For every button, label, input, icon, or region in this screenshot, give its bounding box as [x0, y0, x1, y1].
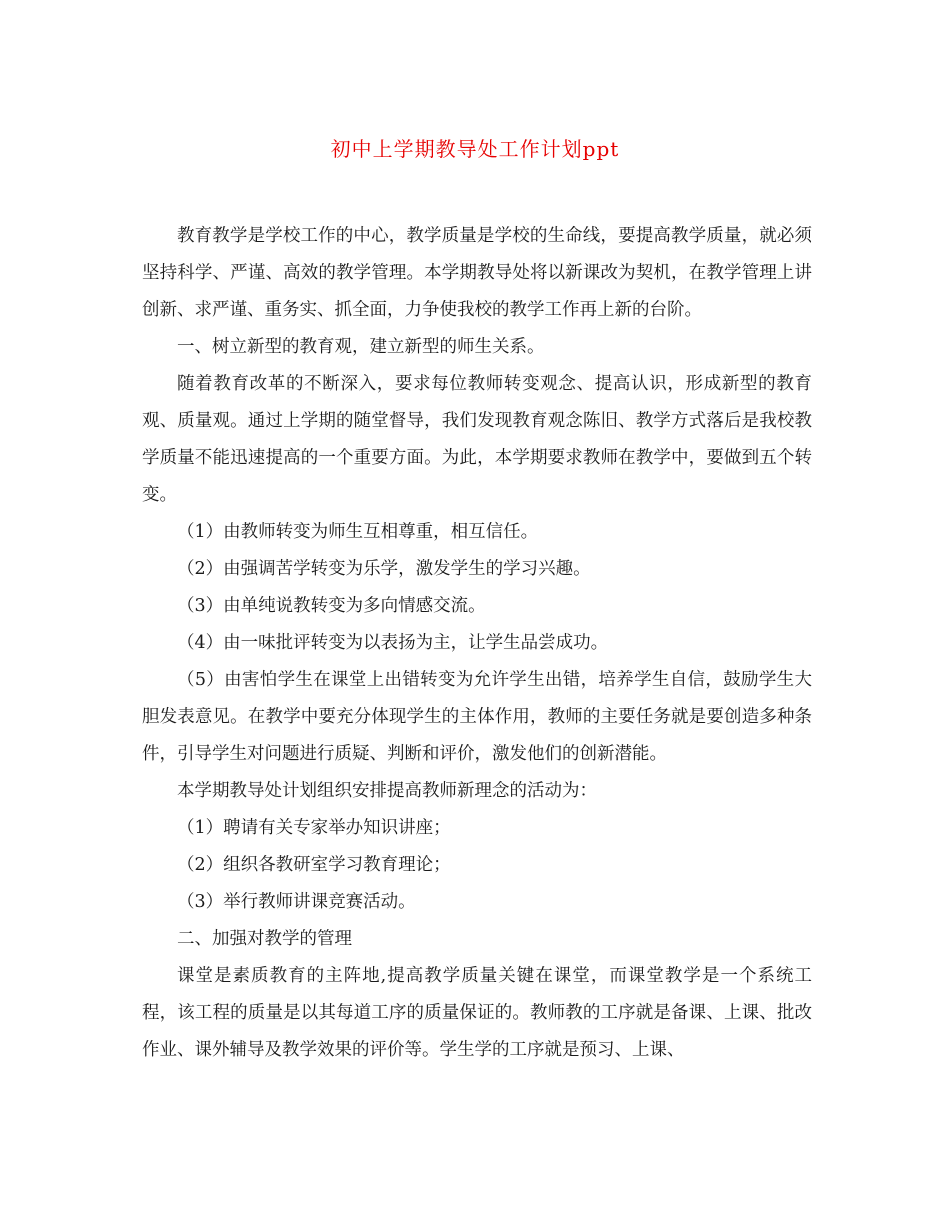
paragraph-intro: 教育教学是学校工作的中心，教学质量是学校的生命线，要提高教学质量，就必须坚持科学、严谨、高效的教学管理。本学期教导处将以新课改为契机，在教学管理上讲创新、求严谨、重务实、抓全面，力争使我校的教学工作再上新的台阶。: [142, 226, 812, 320]
paragraph-activities: 本学期教导处计划组织安排提高教师新理念的活动为：: [177, 781, 597, 801]
paragraph-section-1: 随着教育改革的不断深入，要求每位教师转变观念、提高认识，形成新型的教育观、质量观。通过上学期的随堂督导，我们发现教育观念陈旧、教学方式落后是我校教学质量不能迅速提高的一个重要方面。为此，本学期要求教师在教学中，要做到五个转变。: [142, 374, 812, 505]
section-heading-1: 一、树立新型的教育观，建立新型的师生关系。: [177, 337, 545, 357]
paragraph-section-2: 课堂是素质教育的主阵地,提高教学质量关键在课堂，而课堂教学是一个系统工程，该工程的质量是以其每道工序的质量保证的。教师教的工序就是备课、上课、批改作业、课外辅导及教学效果的评价等。学生学的工序就是预习、上课、: [142, 966, 812, 1060]
list-item: （2）由强调苦学转变为乐学，激发学生的学习兴趣。: [177, 559, 591, 579]
list-item: （3）由单纯说教转变为多向情感交流。: [177, 596, 486, 616]
list-item: （2）组织各教研室学习教育理论；: [177, 855, 451, 875]
section-heading-2: 二、加强对教学的管理: [177, 929, 352, 949]
list-item: （5）由害怕学生在课堂上出错转变为允许学生出错，培养学生自信，鼓励学生大胆发表意见。在教学中要充分体现学生的主体作用，教师的主要任务就是要创造多种条件，引导学生对问题进行质疑、判断和评价，激发他们的创新潜能。: [142, 670, 812, 764]
list-item: （1）由教师转变为师生互相尊重，相互信任。: [177, 522, 539, 542]
document-body: [142, 218, 812, 1069]
list-item: （4）由一味批评转变为以表扬为主，让学生品尝成功。: [177, 633, 609, 653]
list-item: （1）聘请有关专家举办知识讲座；: [177, 818, 451, 838]
document-title: 初中上学期教导处工作计划ppt: [330, 137, 620, 161]
list-item: （3）举行教师讲课竞赛活动。: [177, 892, 416, 912]
